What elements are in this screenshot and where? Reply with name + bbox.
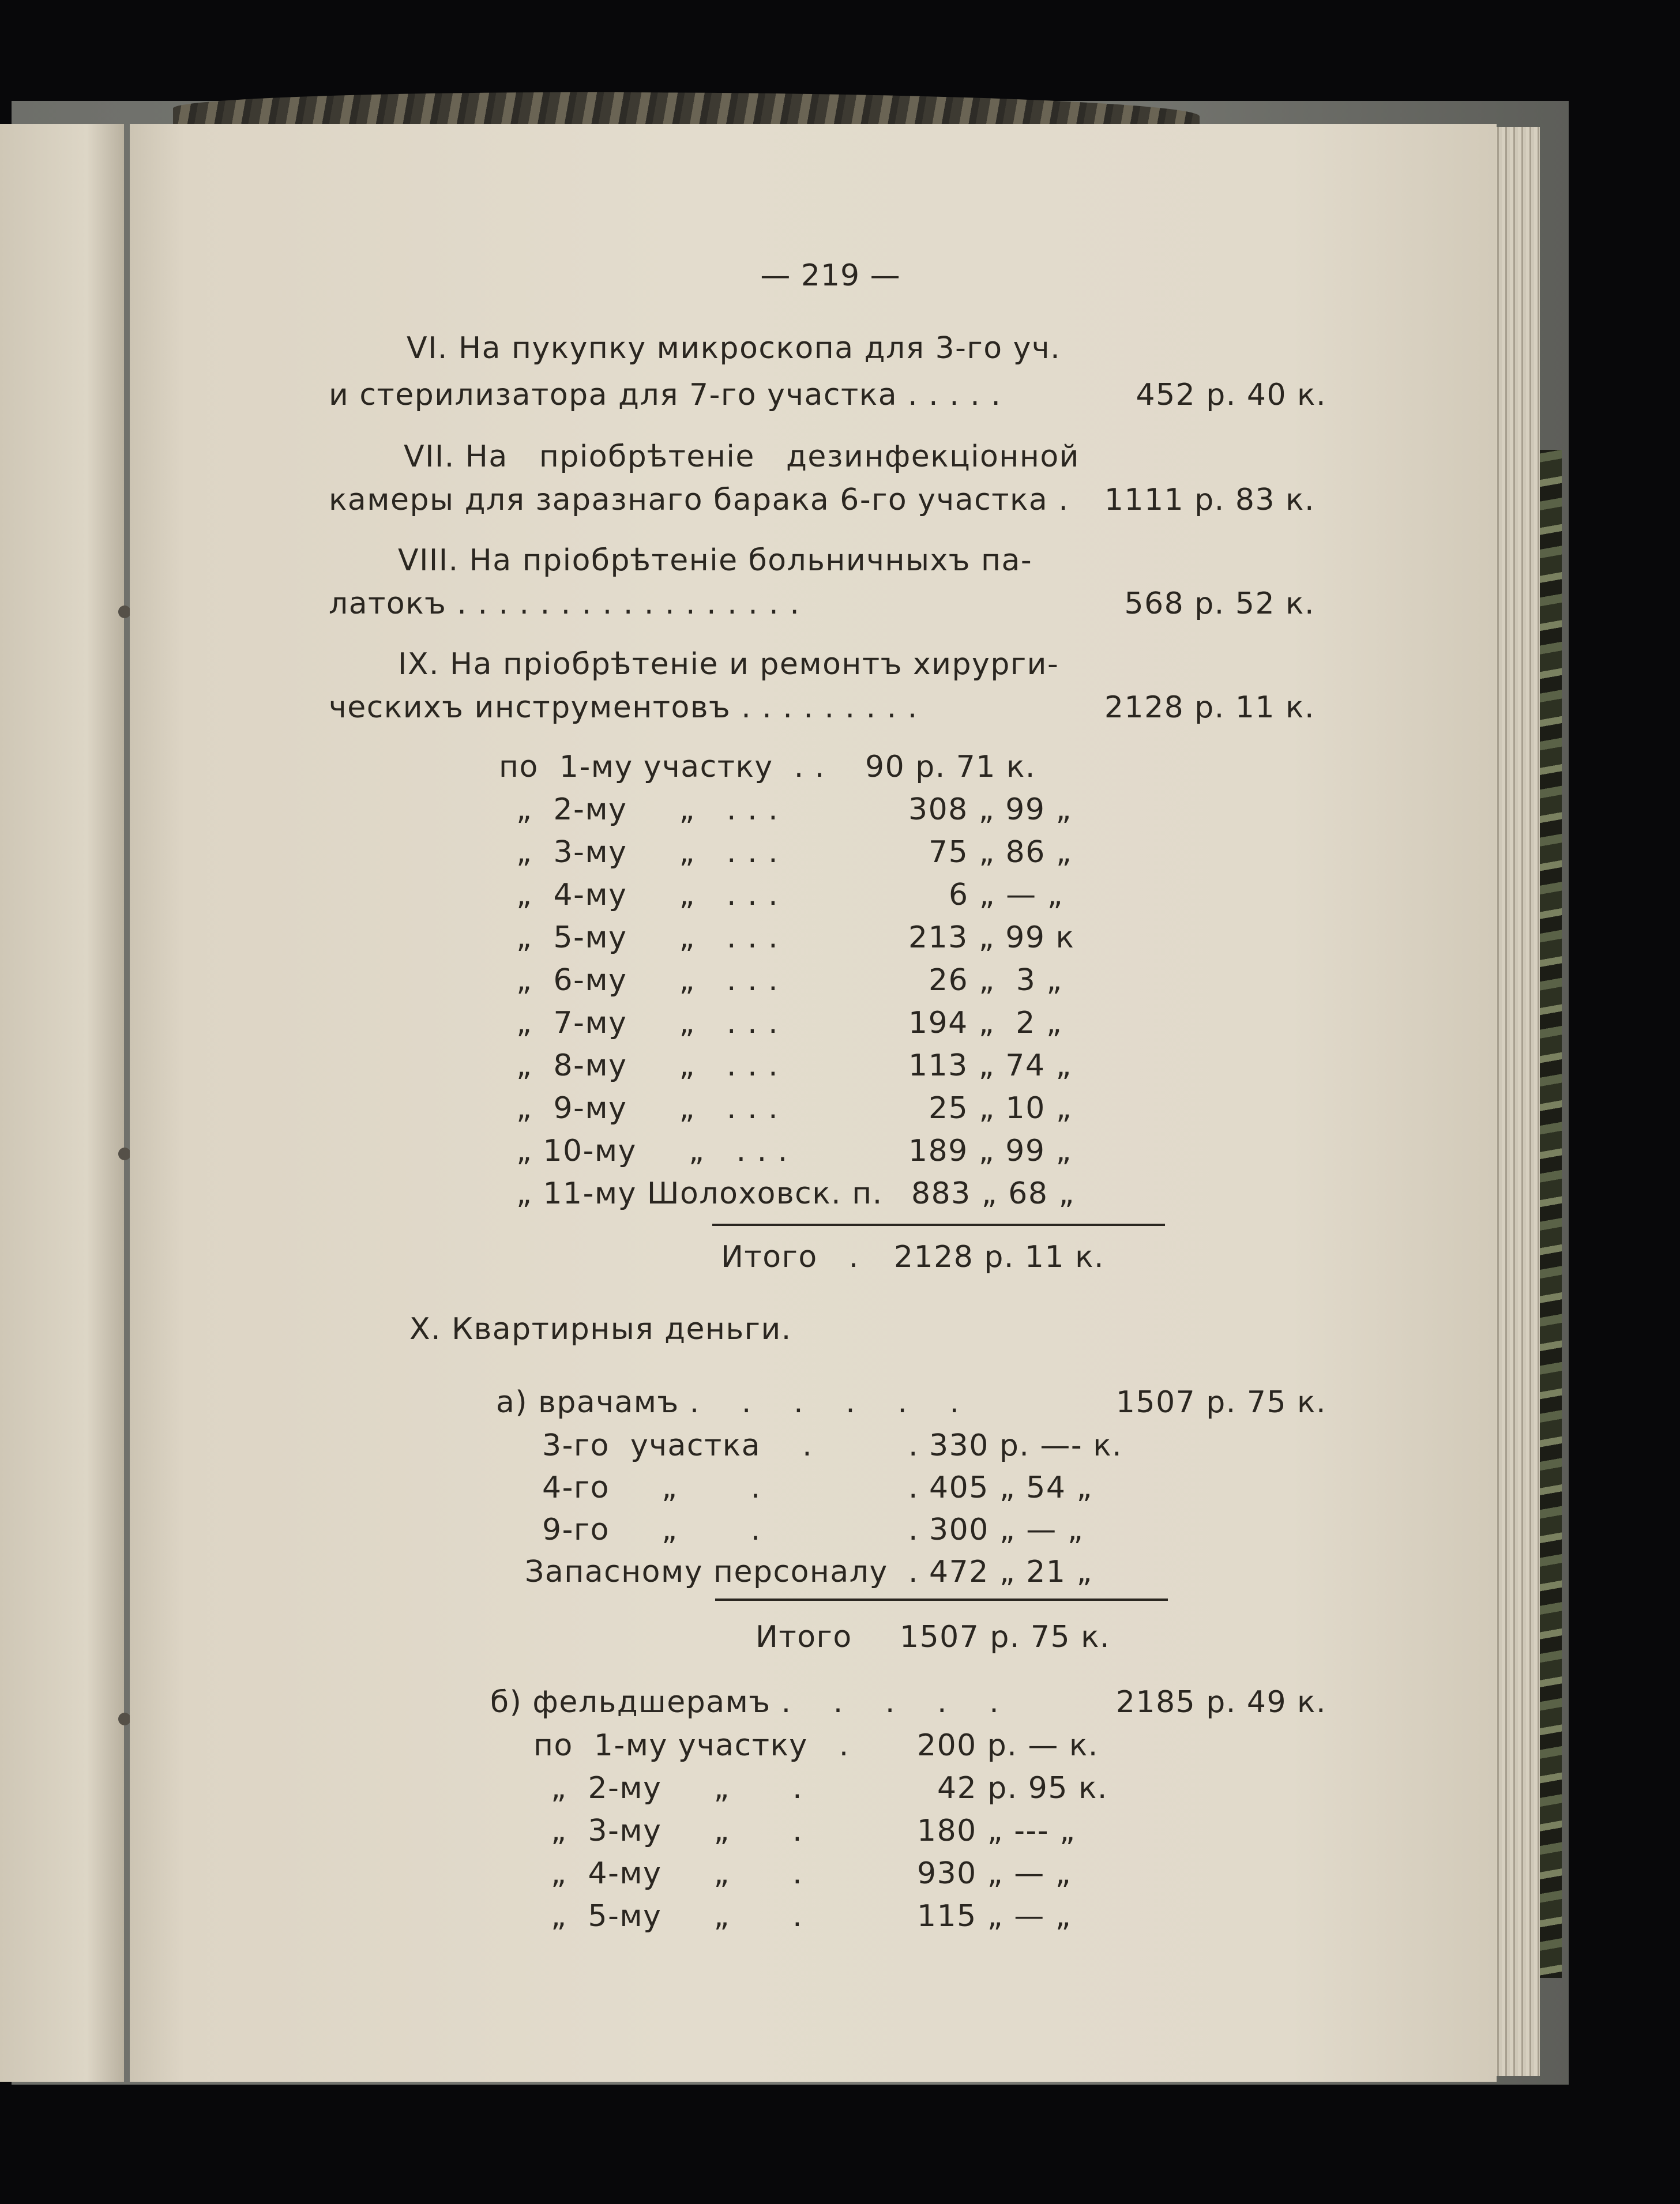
surgical-row-value: 26 „ 3 „ xyxy=(929,963,1063,998)
feldshers-row-label: „ 4-му „ . xyxy=(551,1856,803,1891)
surgical-total-value: 2128 р. 11 к. xyxy=(894,1240,1105,1274)
surgical-row-label: „ 5-му „ . . . xyxy=(516,920,779,955)
item-viii-title-line1: VIII. На пріобрѣтеніе больничныхъ па- xyxy=(398,543,1033,578)
feldshers-row-value: 180 „ --- „ xyxy=(917,1814,1076,1848)
total-rule xyxy=(715,1599,1168,1601)
item-ix-title-line2: ческихъ инструментовъ . . . . . . . . . xyxy=(329,690,918,725)
surgical-row-value: 90 р. 71 к. xyxy=(865,750,1036,784)
item-vii-amount: 1111 р. 83 к. xyxy=(1104,483,1315,517)
surgical-row-label: „ 2-му „ . . . xyxy=(516,792,779,827)
section-x-title: X. Квартирныя деньги. xyxy=(409,1312,792,1347)
surgical-row-value: 189 „ 99 „ xyxy=(908,1134,1072,1168)
surgical-row-value: 883 „ 68 „ xyxy=(911,1176,1075,1211)
page-edges xyxy=(1494,127,1540,2076)
surgical-row-label: „ 3-му „ . . . xyxy=(516,835,779,870)
doctors-total-value: 1507 р. 75 к. xyxy=(900,1620,1111,1654)
surgical-row-label: „ 9-му „ . . . xyxy=(516,1091,779,1126)
doctors-row-value: . 330 р. —- к. xyxy=(908,1428,1123,1463)
surgical-row-value: 75 „ 86 „ xyxy=(929,835,1073,870)
surgical-row-value: 194 „ 2 „ xyxy=(908,1006,1063,1040)
feldshers-row-value: 930 „ — „ xyxy=(917,1856,1072,1891)
feldshers-row-label: „ 2-му „ . xyxy=(551,1771,803,1806)
surgical-row-label: „ 11-му Шолоховск. п. xyxy=(516,1176,883,1211)
feldshers-row-value: 115 „ — „ xyxy=(917,1899,1072,1934)
doctors-row-value: . 472 „ 21 „ xyxy=(908,1555,1093,1589)
surgical-row-value: 25 „ 10 „ xyxy=(929,1091,1073,1126)
feldshers-row-value: 42 р. 95 к. xyxy=(937,1771,1108,1806)
left-page-edge xyxy=(0,124,124,2082)
doctors-row-value: . 300 „ — „ xyxy=(908,1513,1084,1547)
surgical-row-label: „ 8-му „ . . . xyxy=(516,1048,779,1083)
doctors-row-label: Запасному персоналу xyxy=(525,1555,888,1589)
feldshers-row-label: „ 5-му „ . xyxy=(551,1899,803,1934)
feldshers-row-value: 200 р. — к. xyxy=(917,1728,1099,1763)
feldshers-row-label: по 1-му участку . xyxy=(533,1728,850,1763)
item-vi-amount: 452 р. 40 к. xyxy=(1136,378,1326,412)
feldshers-row-label: „ 3-му „ . xyxy=(551,1814,803,1848)
surgical-row-label: „ 10-му „ . . . xyxy=(516,1134,788,1168)
surgical-total-label: Итого . xyxy=(721,1240,859,1274)
surgical-row-label: „ 4-му „ . . . xyxy=(516,878,779,912)
page-number: — 219 — xyxy=(760,258,901,293)
feldshers-label: б) фельдшерамъ . . . . . xyxy=(490,1685,1000,1720)
item-viii-title-line2: латокъ . . . . . . . . . . . . . . . . . xyxy=(329,586,800,621)
item-vii-title-line1: VII. На пріобрѣтеніе дезинфекціонной xyxy=(404,439,1080,474)
item-vi-title-line1: VI. На пукупку микроскопа для 3-го уч. xyxy=(407,331,1061,366)
doctors-total-label: Итого xyxy=(756,1620,852,1654)
item-vii-title-line2: камеры для заразнаго барака 6-го участка . xyxy=(329,483,1069,517)
surgical-row-value: 308 „ 99 „ xyxy=(908,792,1072,827)
item-vi-title-line2: и стерилизатора для 7-го участка . . . . . xyxy=(329,378,1002,412)
doctors-label: а) врачамъ . . . . . . xyxy=(496,1385,960,1420)
surgical-row-value: 113 „ 74 „ xyxy=(908,1048,1072,1083)
surgical-row-value: 213 „ 99 к xyxy=(908,920,1075,955)
total-rule xyxy=(712,1224,1165,1226)
stitch-mark xyxy=(118,1713,131,1725)
item-ix-amount: 2128 р. 11 к. xyxy=(1104,690,1315,725)
stitch-mark xyxy=(118,1148,131,1160)
item-viii-amount: 568 р. 52 к. xyxy=(1124,586,1315,621)
doctors-amount: 1507 р. 75 к. xyxy=(1115,1385,1326,1420)
surgical-row-label: „ 6-му „ . . . xyxy=(516,963,779,998)
feldshers-amount: 2185 р. 49 к. xyxy=(1115,1685,1326,1720)
doctors-row-value: . 405 „ 54 „ xyxy=(908,1470,1093,1505)
surgical-row-label: „ 7-му „ . . . xyxy=(516,1006,779,1040)
doctors-row-label: 3-го участка . xyxy=(542,1428,813,1463)
doctors-row-label: 4-го „ . xyxy=(542,1470,761,1505)
book-page xyxy=(130,124,1497,2082)
doctors-row-label: 9-го „ . xyxy=(542,1513,761,1547)
item-ix-title-line1: IX. На пріобрѣтеніе и ремонтъ хирурги- xyxy=(398,647,1059,682)
stitch-mark xyxy=(118,605,131,618)
surgical-row-label: по 1-му участку . . xyxy=(499,750,825,784)
surgical-row-value: 6 „ — „ xyxy=(949,878,1064,912)
